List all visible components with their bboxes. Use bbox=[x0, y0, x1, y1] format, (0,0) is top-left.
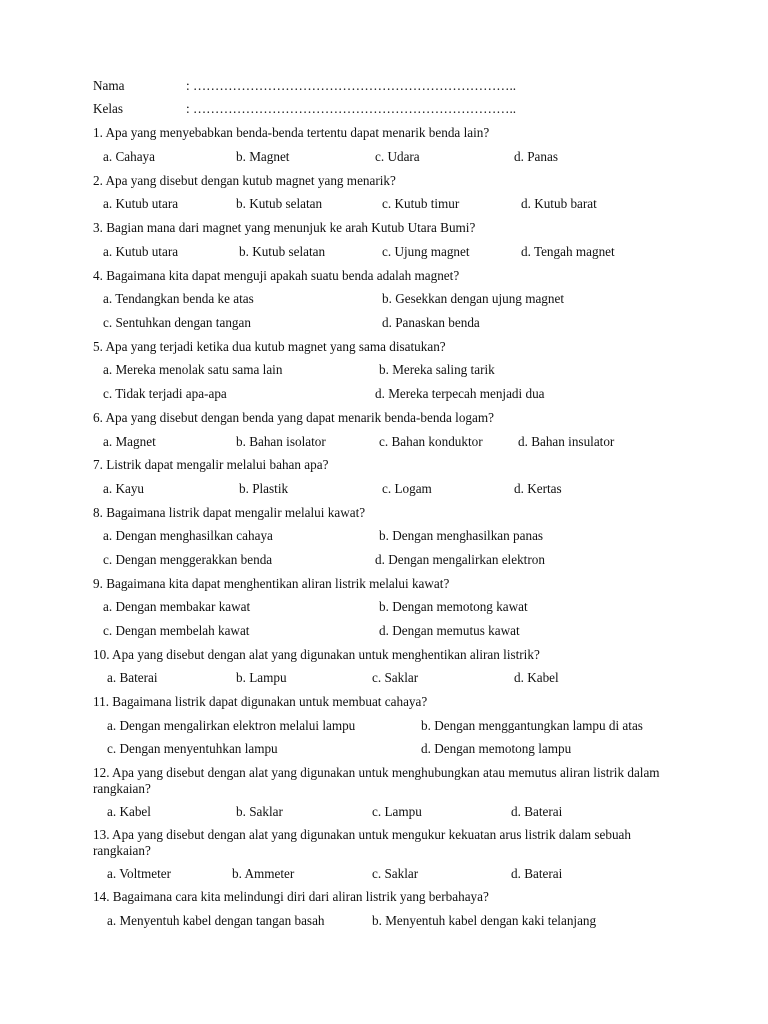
q8-option-b[interactable]: b. Dengan menghasilkan panas bbox=[379, 528, 544, 543]
q2-option-c[interactable]: c. Kutub timur bbox=[382, 196, 460, 211]
q7-option-a[interactable]: a. Kayu bbox=[103, 481, 145, 496]
q10-option-c[interactable]: c. Saklar bbox=[372, 670, 419, 685]
q2-option-d[interactable]: d. Kutub barat bbox=[521, 196, 597, 211]
q1-option-a[interactable]: a. Cahaya bbox=[103, 149, 155, 164]
q4-option-c[interactable]: c. Sentuhkan dengan tangan bbox=[103, 315, 251, 330]
q10-option-d[interactable]: d. Kabel bbox=[514, 670, 559, 685]
q5-option-c[interactable]: c. Tidak terjadi apa-apa bbox=[103, 386, 227, 401]
name-row bbox=[93, 78, 517, 94]
q12-option-a[interactable]: a. Kabel bbox=[107, 804, 151, 819]
q12-option-d[interactable]: d. Baterai bbox=[511, 804, 563, 819]
q12-option-c[interactable]: c. Lampu bbox=[372, 804, 422, 819]
q2-option-b[interactable]: b. Kutub selatan bbox=[236, 196, 323, 211]
q14-option-b[interactable]: b. Menyentuh kabel dengan kaki telanjang bbox=[372, 913, 597, 928]
q9-option-a[interactable]: a. Dengan membakar kawat bbox=[103, 599, 251, 614]
q8-option-c[interactable]: c. Dengan menggerakkan benda bbox=[103, 552, 273, 567]
question-10: 10. Apa yang disebut dengan alat yang digunakan untuk menghentikan aliran listrik? bbox=[93, 647, 540, 662]
question-5: 5. Apa yang terjadi ketika dua kutub magnet yang sama disatukan? bbox=[93, 339, 446, 354]
q13-option-d[interactable]: d. Baterai bbox=[511, 866, 563, 881]
q12-option-b[interactable]: b. Saklar bbox=[236, 804, 283, 819]
q5-option-b[interactable]: b. Mereka saling tarik bbox=[379, 362, 495, 377]
q7-option-d[interactable]: d. Kertas bbox=[514, 481, 562, 496]
q1-option-d[interactable]: d. Panas bbox=[514, 149, 558, 164]
question-1: 1. Apa yang menyebabkan benda-benda tertentu dapat menarik benda lain? bbox=[93, 125, 490, 140]
question-6: 6. Apa yang disebut dengan benda yang dapat menarik benda-benda logam? bbox=[93, 410, 494, 425]
q13-option-c[interactable]: c. Saklar bbox=[372, 866, 419, 881]
q4-option-b[interactable]: b. Gesekkan dengan ujung magnet bbox=[382, 291, 565, 306]
q1-option-b[interactable]: b. Magnet bbox=[236, 149, 290, 164]
q10-option-a[interactable]: a. Baterai bbox=[107, 670, 158, 685]
question-8: 8. Bagaimana listrik dapat mengalir melalui kawat? bbox=[93, 505, 366, 520]
question-2: 2. Apa yang disebut dengan kutub magnet yang menarik? bbox=[93, 173, 396, 188]
question-7: 7. Listrik dapat mengalir melalui bahan apa? bbox=[93, 457, 329, 472]
q14-option-a[interactable]: a. Menyentuh kabel dengan tangan basah bbox=[107, 913, 325, 928]
question-13: 13. Apa yang disebut dengan alat yang digunakan untuk mengukur kekuatan arus listrik dalam sebuah rangkaian? bbox=[93, 827, 631, 858]
question-14: 14. Bagaimana cara kita melindungi diri dari aliran listrik yang berbahaya? bbox=[93, 889, 489, 904]
q10-option-b[interactable]: b. Lampu bbox=[236, 670, 287, 685]
q6-option-c[interactable]: c. Bahan konduktor bbox=[379, 434, 483, 449]
q8-option-d[interactable]: d. Dengan mengalirkan elektron bbox=[375, 552, 545, 567]
class-blank: : ……………………………………………………………….. bbox=[186, 101, 517, 116]
q13-option-a[interactable]: a. Voltmeter bbox=[107, 866, 171, 881]
q9-option-c[interactable]: c. Dengan membelah kawat bbox=[103, 623, 250, 638]
class-row bbox=[93, 101, 517, 117]
question-11: 11. Bagaimana listrik dapat digunakan untuk membuat cahaya? bbox=[93, 694, 428, 709]
q11-option-a[interactable]: a. Dengan mengalirkan elektron melalui lampu bbox=[107, 718, 356, 733]
q9-option-b[interactable]: b. Dengan memotong kawat bbox=[379, 599, 528, 614]
q3-option-c[interactable]: c. Ujung magnet bbox=[382, 244, 470, 259]
q11-option-b[interactable]: b. Dengan menggantungkan lampu di atas bbox=[421, 718, 643, 733]
q5-option-a[interactable]: a. Mereka menolak satu sama lain bbox=[103, 362, 283, 377]
q13-option-b[interactable]: b. Ammeter bbox=[232, 866, 295, 881]
q6-option-b[interactable]: b. Bahan isolator bbox=[236, 434, 326, 449]
q1-option-c[interactable]: c. Udara bbox=[375, 149, 420, 164]
question-4: 4. Bagaimana kita dapat menguji apakah suatu benda adalah magnet? bbox=[93, 268, 460, 283]
name-label: Nama bbox=[93, 78, 125, 93]
question-3: 3. Bagian mana dari magnet yang menunjuk ke arah Kutub Utara Bumi? bbox=[93, 220, 476, 235]
q6-option-d[interactable]: d. Bahan insulator bbox=[518, 434, 615, 449]
q5-option-d[interactable]: d. Mereka terpecah menjadi dua bbox=[375, 386, 545, 401]
question-9: 9. Bagaimana kita dapat menghentikan aliran listrik melalui kawat? bbox=[93, 576, 450, 591]
q4-option-d[interactable]: d. Panaskan benda bbox=[382, 315, 480, 330]
q3-option-b[interactable]: b. Kutub selatan bbox=[239, 244, 326, 259]
q4-option-a[interactable]: a. Tendangkan benda ke atas bbox=[103, 291, 254, 306]
q3-option-a[interactable]: a. Kutub utara bbox=[103, 244, 179, 259]
question-12: 12. Apa yang disebut dengan alat yang digunakan untuk menghubungkan atau memutus aliran listrik dalam rangkaian? bbox=[93, 765, 660, 796]
q7-option-c[interactable]: c. Logam bbox=[382, 481, 432, 496]
class-label: Kelas bbox=[93, 101, 124, 116]
q2-option-a[interactable]: a. Kutub utara bbox=[103, 196, 179, 211]
q6-option-a[interactable]: a. Magnet bbox=[103, 434, 156, 449]
q7-option-b[interactable]: b. Plastik bbox=[239, 481, 289, 496]
q3-option-d[interactable]: d. Tengah magnet bbox=[521, 244, 615, 259]
q8-option-a[interactable]: a. Dengan menghasilkan cahaya bbox=[103, 528, 273, 543]
q11-option-c[interactable]: c. Dengan menyentuhkan lampu bbox=[107, 741, 278, 756]
q9-option-d[interactable]: d. Dengan memutus kawat bbox=[379, 623, 520, 638]
q11-option-d[interactable]: d. Dengan memotong lampu bbox=[421, 741, 572, 756]
name-blank: : ……………………………………………………………….. bbox=[186, 78, 517, 93]
